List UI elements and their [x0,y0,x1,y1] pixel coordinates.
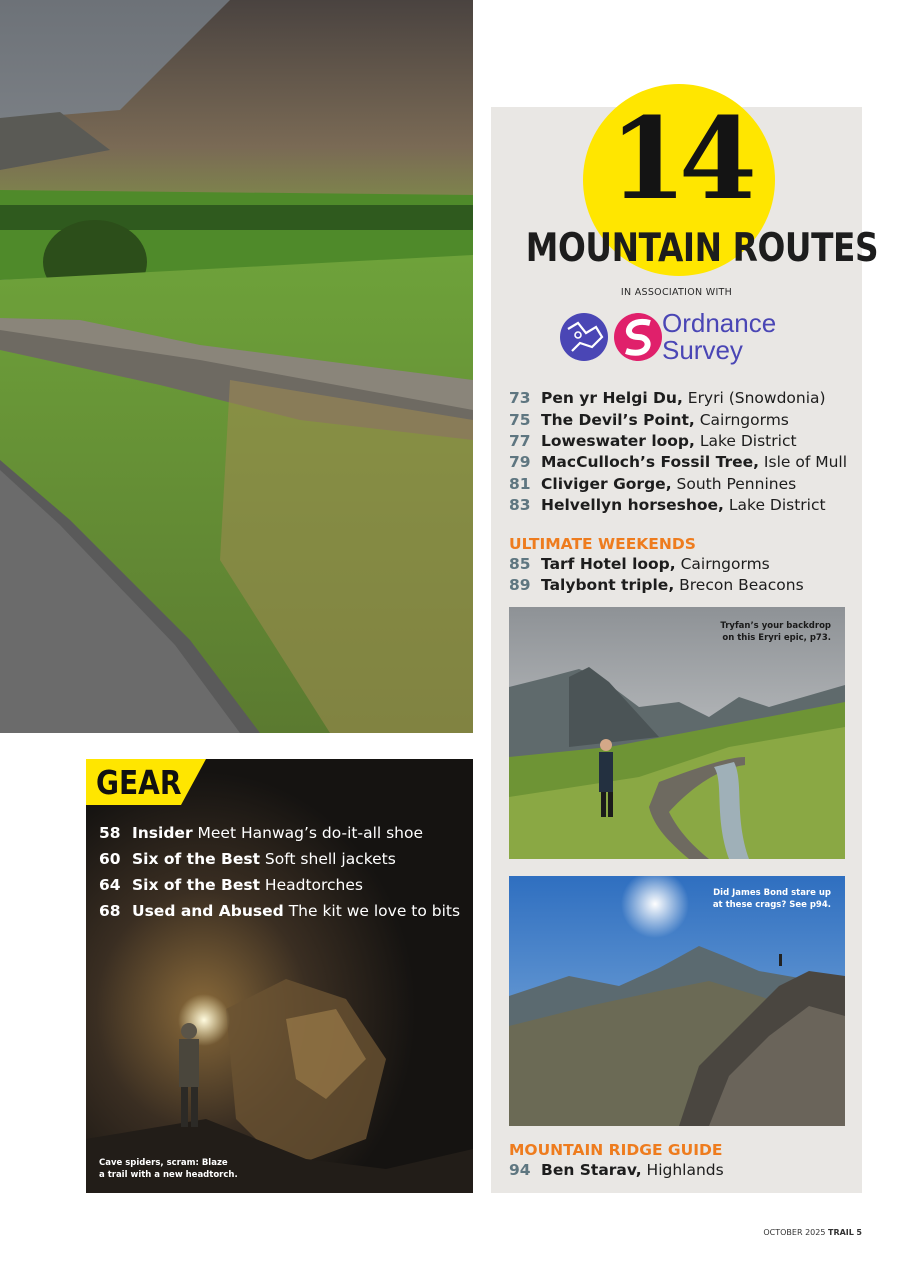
caption-line: Cave spiders, scram: Blaze [99,1158,228,1168]
gear-item [99,848,396,870]
route-area: Isle of Mull [759,453,848,471]
crags-caption [650,887,831,911]
route-area: Cairngorms [675,555,770,573]
caption-line: a trail with a new headtorch. [99,1170,238,1180]
gear-item-name: Six of the Best [132,876,260,894]
weekends-heading: ULTIMATE WEEKENDS [509,535,696,553]
gear-item [99,874,363,896]
route-area: Lake District [694,432,797,450]
route-item [509,410,854,431]
page-number: 60 [99,850,121,868]
gear-item [99,900,460,922]
route-name: Tarf Hotel loop, [541,555,676,573]
cave-caption [99,1157,299,1181]
issue-date: OCTOBER 2025 [763,1228,826,1237]
route-name: Cliviger Gorge, [541,475,672,493]
route-name: Loweswater loop, [541,432,695,450]
route-item [509,575,854,596]
magazine-name: TRAIL [827,1228,854,1237]
page-number: 73 [509,389,531,407]
route-count-number: 14 [609,94,749,225]
route-item [509,474,854,495]
tryfan-caption [650,620,831,644]
crags-photo [509,876,845,1126]
route-item [509,495,854,516]
route-area: Highlands [641,1161,724,1179]
route-name: MacCulloch’s Fossil Tree, [541,453,759,471]
route-item [509,1160,854,1181]
route-area: Eryri (Snowdonia) [682,389,826,407]
gear-item [99,822,423,844]
route-area: Cairngorms [694,411,789,429]
os-wordmark-line2: Survey [662,335,743,365]
os-wordmark-line1: Ordnance [662,308,777,338]
valley-landscape-photo [0,0,473,733]
route-name: Ben Starav, [541,1161,642,1179]
gear-item-desc: The kit we love to bits [283,902,461,920]
gear-item-name: Used and Abused [132,902,284,920]
caption-line: at these crags? See p94. [712,900,831,910]
page-number: 75 [509,411,531,429]
route-item [509,388,854,409]
caption-line: on this Eryri epic, p73. [722,633,831,643]
route-name: Helvellyn horseshoe, [541,496,724,514]
page-number: 77 [509,432,531,450]
route-item [509,431,854,452]
route-area: Brecon Beacons [674,576,804,594]
ridge-guide-heading: MOUNTAIN RIDGE GUIDE [509,1141,723,1159]
route-name: The Devil’s Point, [541,411,695,429]
page-number: 85 [509,555,531,573]
association-label: IN ASSOCIATION WITH [620,287,733,298]
gear-item-desc: Soft shell jackets [259,850,396,868]
route-item [509,554,854,575]
folio-number: 5 [856,1228,862,1237]
route-name: Talybont triple, [541,576,675,594]
section-title: MOUNTAIN ROUTES [525,226,879,271]
route-item [509,452,854,473]
caption-line: Did James Bond stare up [713,888,831,898]
gear-heading: GEAR [96,763,182,802]
page-number: 83 [509,496,531,514]
page-number: 68 [99,902,121,920]
route-area: Lake District [723,496,826,514]
page-number: 64 [99,876,121,894]
page-footer [740,1228,862,1237]
page-number: 58 [99,824,121,842]
page-number: 79 [509,453,531,471]
route-area: South Pennines [671,475,797,493]
gear-item-desc: Meet Hanwag’s do-it-all shoe [192,824,424,842]
gear-item-desc: Headtorches [259,876,363,894]
page-number: 81 [509,475,531,493]
route-name: Pen yr Helgi Du, [541,389,683,407]
page-number: 94 [509,1161,531,1179]
gear-item-name: Six of the Best [132,850,260,868]
gear-item-name: Insider [132,824,193,842]
tryfan-photo [509,607,845,859]
page-number: 89 [509,576,531,594]
caption-line: Tryfan’s your backdrop [720,621,831,631]
